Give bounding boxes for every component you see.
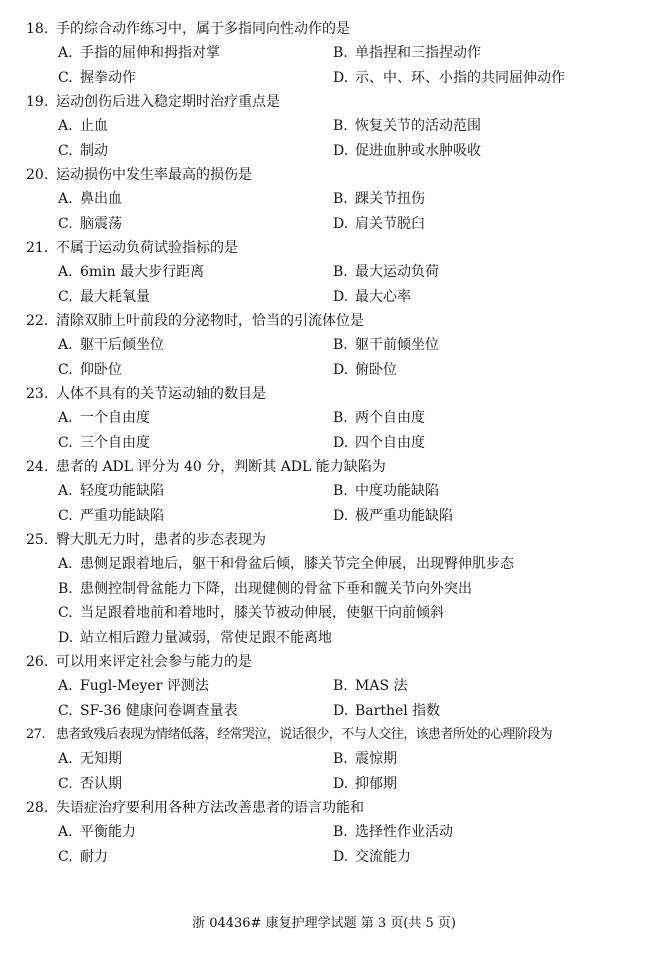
option-d — [333, 285, 411, 310]
option-text: 轻度功能缺陷 — [80, 483, 164, 499]
option-text: 否认期 — [80, 775, 122, 792]
question-stem — [26, 309, 626, 333]
option-text: 无知期 — [80, 751, 122, 767]
option-text: 最大运动负荷 — [355, 264, 439, 280]
option-b — [333, 747, 397, 772]
option-b — [333, 260, 439, 285]
question-stem — [26, 163, 626, 187]
option-c — [58, 431, 150, 456]
option-letter: B. — [333, 410, 348, 426]
option-letter: B. — [333, 483, 348, 499]
option-text: 最大耗氧量 — [80, 288, 150, 305]
option-text: 中度功能缺陷 — [355, 483, 439, 499]
option-letter: B. — [58, 580, 73, 597]
option-letter: A. — [58, 191, 73, 207]
question-27 — [26, 723, 626, 796]
option-letter: C. — [58, 142, 73, 159]
option-a — [58, 333, 164, 358]
option-text: 两个自由度 — [355, 410, 425, 426]
option-a — [58, 674, 209, 699]
option-text: 抑郁期 — [355, 775, 397, 792]
option-a — [58, 114, 108, 139]
option-text: 极严重功能缺陷 — [355, 507, 453, 524]
question-number: 28. — [26, 800, 49, 816]
option-a — [58, 406, 150, 431]
question-number: 19. — [26, 94, 49, 110]
option-c — [58, 772, 122, 797]
question-number: 21. — [26, 240, 49, 256]
option-c — [58, 358, 122, 383]
question-19 — [26, 90, 626, 163]
option-letter: C. — [58, 605, 73, 621]
option-text: 最大心率 — [355, 288, 411, 305]
option-b — [333, 187, 425, 212]
option-letter: D. — [333, 702, 349, 719]
option-letter: A. — [58, 45, 73, 61]
question-text: 清除双肺上叶前段的分泌物时，恰当的引流体位是 — [56, 313, 364, 329]
option-letter: A. — [58, 824, 73, 840]
option-text: 耐力 — [80, 848, 108, 865]
option-letter: D. — [333, 848, 349, 865]
option-text: 交流能力 — [355, 848, 411, 865]
option-letter: A. — [58, 556, 73, 572]
option-text: 躯干后倾坐位 — [80, 337, 164, 353]
option-letter: C. — [58, 69, 73, 86]
question-text: 失语症治疗要利用各种方法改善患者的语言功能和 — [56, 800, 364, 816]
option-text: 单指捏和三指捏动作 — [355, 45, 481, 61]
option-text: SF-36 健康问卷调查量表 — [80, 702, 238, 719]
option-d — [333, 212, 425, 237]
question-stem — [26, 723, 626, 747]
option-d — [333, 139, 481, 164]
option-d — [58, 626, 332, 651]
option-text: 脑震荡 — [80, 215, 122, 232]
option-letter: C. — [58, 507, 73, 524]
option-d — [333, 699, 440, 724]
question-25 — [26, 528, 626, 650]
option-b — [333, 333, 439, 358]
option-letter: A. — [58, 264, 73, 280]
option-text: 止血 — [80, 118, 108, 134]
question-text: 臀大肌无力时，患者的步态表现为 — [56, 532, 266, 548]
question-22 — [26, 309, 626, 382]
question-stem — [26, 796, 626, 820]
option-letter: A. — [58, 678, 73, 694]
option-text: 站立相后蹬力量减弱，常使足跟不能离地 — [80, 629, 332, 646]
option-letter: A. — [58, 751, 73, 767]
question-text: 运动创伤后进入稳定期时治疗重点是 — [56, 94, 280, 110]
question-20 — [26, 163, 626, 236]
option-letter: C. — [58, 215, 73, 232]
question-stem — [26, 455, 626, 479]
question-text: 运动损伤中发生率最高的损伤是 — [56, 167, 252, 183]
option-text: 仰卧位 — [80, 361, 122, 378]
option-b — [333, 674, 408, 699]
option-text: 当足跟着地前和着地时，膝关节被动伸展，使躯干向前倾斜 — [80, 605, 444, 621]
option-c — [58, 285, 150, 310]
option-letter: A. — [58, 410, 73, 426]
question-text: 手的综合动作练习中，属于多指同向性动作的是 — [56, 21, 350, 37]
option-b — [333, 41, 481, 66]
option-text: MAS 法 — [355, 678, 408, 694]
question-number: 20. — [26, 167, 49, 183]
question-stem — [26, 236, 626, 260]
question-stem — [26, 382, 626, 406]
question-26 — [26, 650, 626, 723]
option-text: 平衡能力 — [80, 824, 136, 840]
option-text: 患侧控制骨盆能力下降，出现健侧的骨盆下垂和髋关节向外突出 — [80, 580, 472, 597]
question-23 — [26, 382, 626, 455]
option-b — [333, 114, 481, 139]
option-letter: B. — [333, 118, 348, 134]
option-d — [333, 358, 397, 383]
option-text: 制动 — [80, 142, 108, 159]
question-text: 患者的 ADL 评分为 40 分，判断其 ADL 能力缺陷为 — [56, 459, 386, 475]
option-letter: C. — [58, 848, 73, 865]
option-text: 肩关节脱臼 — [355, 215, 425, 232]
option-text: 一个自由度 — [80, 410, 150, 426]
option-letter: A. — [58, 337, 73, 353]
option-a — [58, 552, 514, 577]
option-letter: C. — [58, 434, 73, 451]
option-c — [58, 601, 444, 626]
option-c — [58, 66, 136, 91]
option-letter: A. — [58, 483, 73, 499]
option-letter: B. — [333, 751, 348, 767]
question-number: 27. — [26, 727, 45, 742]
option-letter: D. — [333, 434, 349, 451]
option-text: 鼻出血 — [80, 191, 122, 207]
question-number: 22. — [26, 313, 49, 329]
option-text: 6min 最大步行距离 — [80, 264, 205, 280]
option-letter: D. — [333, 361, 349, 378]
option-b — [58, 577, 472, 602]
option-letter: C. — [58, 288, 73, 305]
option-letter: B. — [333, 337, 348, 353]
option-d — [333, 845, 411, 870]
option-d — [333, 504, 453, 529]
question-stem — [26, 17, 626, 41]
option-letter: C. — [58, 775, 73, 792]
option-c — [58, 212, 122, 237]
option-letter: D. — [333, 142, 349, 159]
option-text: 躯干前倾坐位 — [355, 337, 439, 353]
option-text: 严重功能缺陷 — [80, 507, 164, 524]
option-c — [58, 139, 108, 164]
option-text: 手指的屈伸和拇指对掌 — [80, 45, 220, 61]
question-text: 不属于运动负荷试验指标的是 — [56, 240, 238, 256]
option-a — [58, 187, 122, 212]
option-letter: D. — [333, 288, 349, 305]
option-letter: D. — [333, 775, 349, 792]
question-24 — [26, 455, 626, 528]
option-text: 示、中、环、小指的共同屈伸动作 — [355, 69, 565, 86]
option-a — [58, 820, 136, 845]
question-number: 25. — [26, 532, 49, 548]
option-text: 恢复关节的活动范围 — [355, 118, 481, 134]
option-text: Fugl-Meyer 评测法 — [80, 678, 209, 694]
question-text: 人体不具有的关节运动轴的数目是 — [56, 386, 266, 402]
option-letter: D. — [58, 629, 74, 646]
option-text: 选择性作业活动 — [355, 824, 453, 840]
option-b — [333, 479, 439, 504]
option-b — [333, 406, 425, 431]
option-a — [58, 260, 204, 285]
option-text: 震惊期 — [355, 751, 397, 767]
option-c — [58, 845, 108, 870]
option-text: 患侧足跟着地后，躯干和骨盆后倾，膝关节完全伸展，出现臀伸肌步态 — [80, 556, 514, 572]
question-text: 患者致残后表现为情绪低落，经常哭泣，说话很少，不与人交往，该患者所处的心理阶段为 — [56, 727, 553, 742]
question-21 — [26, 236, 626, 309]
option-d — [333, 66, 565, 91]
option-a — [58, 41, 220, 66]
question-stem — [26, 90, 626, 114]
option-d — [333, 431, 425, 456]
option-letter: D. — [333, 507, 349, 524]
option-a — [58, 479, 164, 504]
option-letter: C. — [58, 361, 73, 378]
option-d — [333, 772, 397, 797]
option-letter: D. — [333, 69, 349, 86]
question-number: 26. — [26, 654, 49, 670]
option-letter: B. — [333, 191, 348, 207]
option-b — [333, 820, 453, 845]
option-text: 踝关节扭伤 — [355, 191, 425, 207]
option-text: 四个自由度 — [355, 434, 425, 451]
question-18 — [26, 17, 626, 90]
option-c — [58, 699, 238, 724]
page-footer: 浙 04436# 康复护理学试题 第 3 页(共 5 页) — [192, 916, 456, 931]
question-number: 23. — [26, 386, 49, 402]
option-text: 握拳动作 — [80, 69, 136, 86]
option-letter: D. — [333, 215, 349, 232]
question-number: 18. — [26, 21, 49, 37]
option-text: 俯卧位 — [355, 361, 397, 378]
option-text: 促进血肿或水肿吸收 — [355, 142, 481, 159]
question-number: 24. — [26, 459, 49, 475]
question-text: 可以用来评定社会参与能力的是 — [56, 654, 252, 670]
option-a — [58, 747, 122, 772]
option-text: 三个自由度 — [80, 434, 150, 451]
option-c — [58, 504, 164, 529]
option-letter: B. — [333, 45, 348, 61]
question-stem — [26, 650, 626, 674]
question-28 — [26, 796, 626, 869]
option-text: Barthel 指数 — [355, 702, 441, 719]
option-letter: B. — [333, 678, 348, 694]
option-letter: A. — [58, 118, 73, 134]
option-letter: B. — [333, 264, 348, 280]
question-stem — [26, 528, 626, 552]
option-letter: C. — [58, 702, 73, 719]
option-letter: B. — [333, 824, 348, 840]
